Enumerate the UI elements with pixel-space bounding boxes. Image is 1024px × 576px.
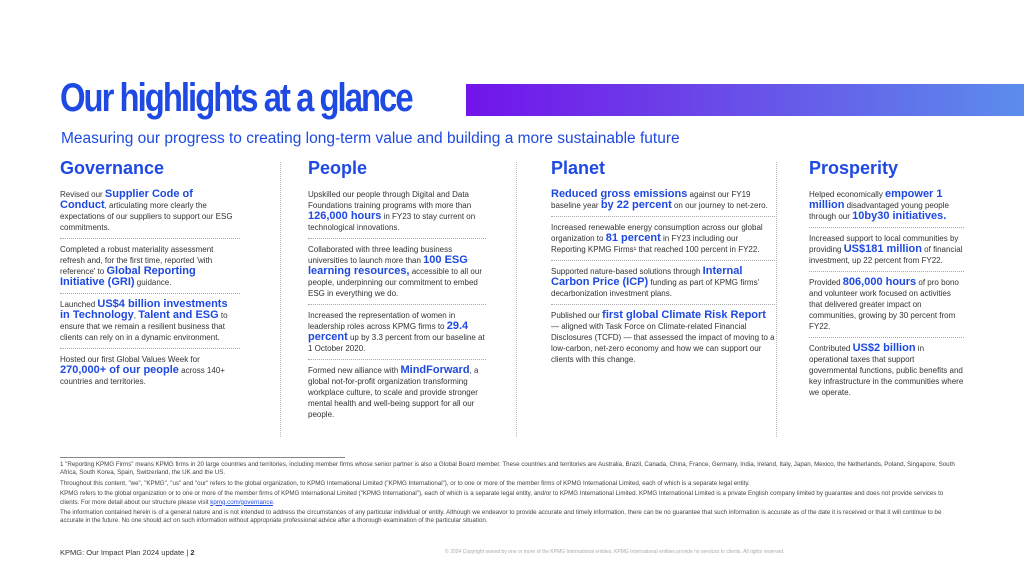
highlight-text: US$4 billion investments in Technology <box>60 298 228 321</box>
planet-column <box>551 158 775 375</box>
body-text: Helped economically <box>809 190 886 199</box>
highlight-text: Talent and ESG <box>138 309 219 321</box>
body-text: Provided <box>809 278 843 287</box>
body-text: guidance. <box>134 278 172 287</box>
footer-copyright: © 2024 Copyright owned by one or more of the KPMG International entities. KPMG International entities provide no services to clients. All rights reserved. <box>445 549 785 555</box>
highlight-text: 29.4 percent <box>308 320 469 343</box>
column-divider <box>280 162 281 437</box>
body-text: — aligned with Task Force on Climate-related Financial Disclosures (TCFD) — that assessed the impact of moving to a low-carbon, net-zero economy and how we can support our clients with this change. <box>551 322 775 364</box>
highlight-list <box>308 189 486 425</box>
body-text: , <box>133 311 139 320</box>
body-text: , articulating more clearly the expectations of our suppliers to support our ESG commitments. <box>60 201 233 232</box>
highlight-item <box>60 354 240 392</box>
body-text: funding as part of KPMG firms' decarbonization investment plans. <box>551 278 760 298</box>
highlight-item <box>809 343 964 403</box>
footer-doc-label <box>60 548 195 557</box>
page-subtitle: Measuring our progress to creating long-term value and building a more sustainable future <box>61 130 680 147</box>
governance-column <box>60 158 240 397</box>
column-divider <box>776 162 777 437</box>
highlight-text: Global Reporting Initiative (GRI) <box>60 265 196 288</box>
body-text: Published our <box>551 311 603 320</box>
footnote-structure-end: . <box>272 498 275 506</box>
body-text: accessible to all our people, underpinning our commitment to embed ESG in everything we do. <box>308 267 482 298</box>
body-text: on our journey to net-zero. <box>671 201 768 210</box>
body-text: Revised our <box>60 190 105 199</box>
highlight-item <box>551 266 775 305</box>
footnote-terminology: Throughout this content, "we", "KPMG", "us" and "our" refers to the global organization, to KPMG International Limited ("KPMG International"), or to one or more of the member firms of KPMG International Limited, each of which is a separate legal entity. <box>60 479 750 487</box>
highlight-item <box>551 310 775 370</box>
highlight-list <box>60 189 240 392</box>
highlight-item <box>308 244 486 305</box>
footnote-structure <box>60 490 960 507</box>
highlight-item <box>308 365 486 425</box>
body-text: in FY23 including our Reporting KPMG Firms¹ that reached 100 percent in FY22. <box>551 234 760 254</box>
page-number: 2 <box>190 548 195 557</box>
body-text: Supported nature-based solutions through <box>551 267 703 276</box>
column-heading: Planet <box>551 158 606 178</box>
body-text: Upskilled our people through Digital and Data Foundations training programs with more than <box>308 190 472 210</box>
body-text: of pro bono and volunteer work focused on activities that delivered greater impact on communities, growing by 30 percent from FY22. <box>809 278 959 331</box>
body-text: Formed new alliance with <box>308 366 401 375</box>
body-text: against our FY19 baseline year <box>551 190 751 210</box>
body-text: to ensure that we remain a resilient business that clients can rely on in a dynamic environment. <box>60 311 228 342</box>
governance-link[interactable]: kpmg.com/governance <box>210 498 273 506</box>
body-text: Contributed <box>809 344 853 353</box>
body-text: up by 3.3 percent from our baseline at 1 October 2020. <box>308 333 485 353</box>
highlight-text: by 22 percent <box>600 199 672 211</box>
highlight-text: 100 ESG learning resources, <box>308 254 468 277</box>
highlight-item <box>60 189 240 239</box>
highlight-item <box>551 189 775 217</box>
footer-separator: | <box>186 548 189 557</box>
body-text: Increased the representation of women in leadership roles across KPMG firms to <box>308 311 456 331</box>
footnotes <box>60 461 960 528</box>
body-text: across 140+ countries and territories. <box>60 366 225 386</box>
highlight-text: empower 1 million <box>809 188 943 211</box>
highlight-list <box>551 189 775 370</box>
column-heading: Governance <box>60 158 165 178</box>
footnote-reporting-firms: 1 "Reporting KPMG Firms" means KPMG firms in 20 large countries and territories, including member firms whose senior partner is also a Global Board member. These countries and territories are Australia, Brazil, Canada, China, France, Germany, India, Ireland, Italy, Japan, Mexico, the Netherlands, Poland, Singapore, South Africa, South Korea, Spain, Switzerland, the UK and the US. <box>60 461 955 477</box>
highlight-item <box>308 189 486 239</box>
highlight-text: US$181 million <box>843 243 922 255</box>
body-text: Launched <box>60 300 98 309</box>
body-text: , a global not-for-profit organization transforming workplace culture, to scale and provide stronger mental health and well-being support for all our people. <box>308 366 479 419</box>
body-text: Collaborated with three leading business universities to launch more than <box>308 245 453 265</box>
body-text: in operational taxes that support governmental functions, public benefits and key infrastructure in the communities where we operate. <box>809 344 964 397</box>
highlight-text: 270,000+ of our people <box>60 364 179 376</box>
highlight-text: Reduced gross emissions <box>551 188 688 200</box>
body-text: of financial investment, up 22 percent from FY22. <box>809 245 963 265</box>
column-divider <box>516 162 517 437</box>
body-text: Completed a robust materiality assessment refresh and, for the first time, reported 'with reference' to <box>60 245 214 276</box>
highlight-text: 10by30 initiatives. <box>852 210 947 222</box>
column-heading: Prosperity <box>809 158 899 178</box>
highlight-text: 806,000 hours <box>842 276 917 288</box>
highlight-item <box>551 222 775 261</box>
footnote-rule <box>60 457 345 458</box>
highlight-item <box>809 233 964 272</box>
people-column <box>308 158 486 430</box>
highlight-text: US$2 billion <box>852 342 916 354</box>
title-gradient-bar <box>466 84 1024 116</box>
column-heading: People <box>308 158 368 178</box>
highlight-item <box>308 310 486 360</box>
body-text: disadvantaged young people through our <box>809 201 949 221</box>
highlight-item <box>809 277 964 338</box>
footnote-structure-text: KPMG refers to the global organization or to one or more of the member firms of KPMG International Limited ("KPMG International"), each of which is a separate legal entity, and/or to KPMG International Limited. KPMG International Limited is a private English company limited by guarantee and does not provide services to clients. For more detail about our structure please visit <box>60 490 944 506</box>
body-text: Increased support to local communities by providing <box>809 234 959 254</box>
body-text: Increased renewable energy consumption across our global organization to <box>551 223 763 243</box>
page-title: Our highlights at a glance <box>60 76 412 120</box>
footer-doc-title: KPMG: Our Impact Plan 2024 update <box>60 548 185 557</box>
highlight-text: MindForward <box>400 364 470 376</box>
body-text: in FY23 to stay current on technological innovations. <box>308 212 476 232</box>
highlight-text: first global Climate Risk Report <box>602 309 766 321</box>
highlight-item <box>60 244 240 294</box>
highlight-list <box>809 189 964 403</box>
prosperity-column <box>809 158 964 408</box>
highlight-text: Supplier Code of Conduct <box>60 188 193 211</box>
highlight-item <box>60 299 240 349</box>
footnote-disclaimer: The information contained herein is of a general nature and is not intended to address the circumstances of any particular individual or entity. Although we endeavor to provide accurate and timely information, there can be no guarantee that such information is accurate as of the date it is received or that it will continue to be accurate in the future. No one should act on such information without appropriate professional advice after a thorough examination of the particular situation. <box>60 509 942 525</box>
highlight-text: 81 percent <box>605 232 661 244</box>
highlight-text: Internal Carbon Price (ICP) <box>551 265 743 288</box>
highlight-text: 126,000 hours <box>308 210 382 222</box>
body-text: Hosted our first Global Values Week for <box>60 355 200 364</box>
highlight-item <box>809 189 964 228</box>
